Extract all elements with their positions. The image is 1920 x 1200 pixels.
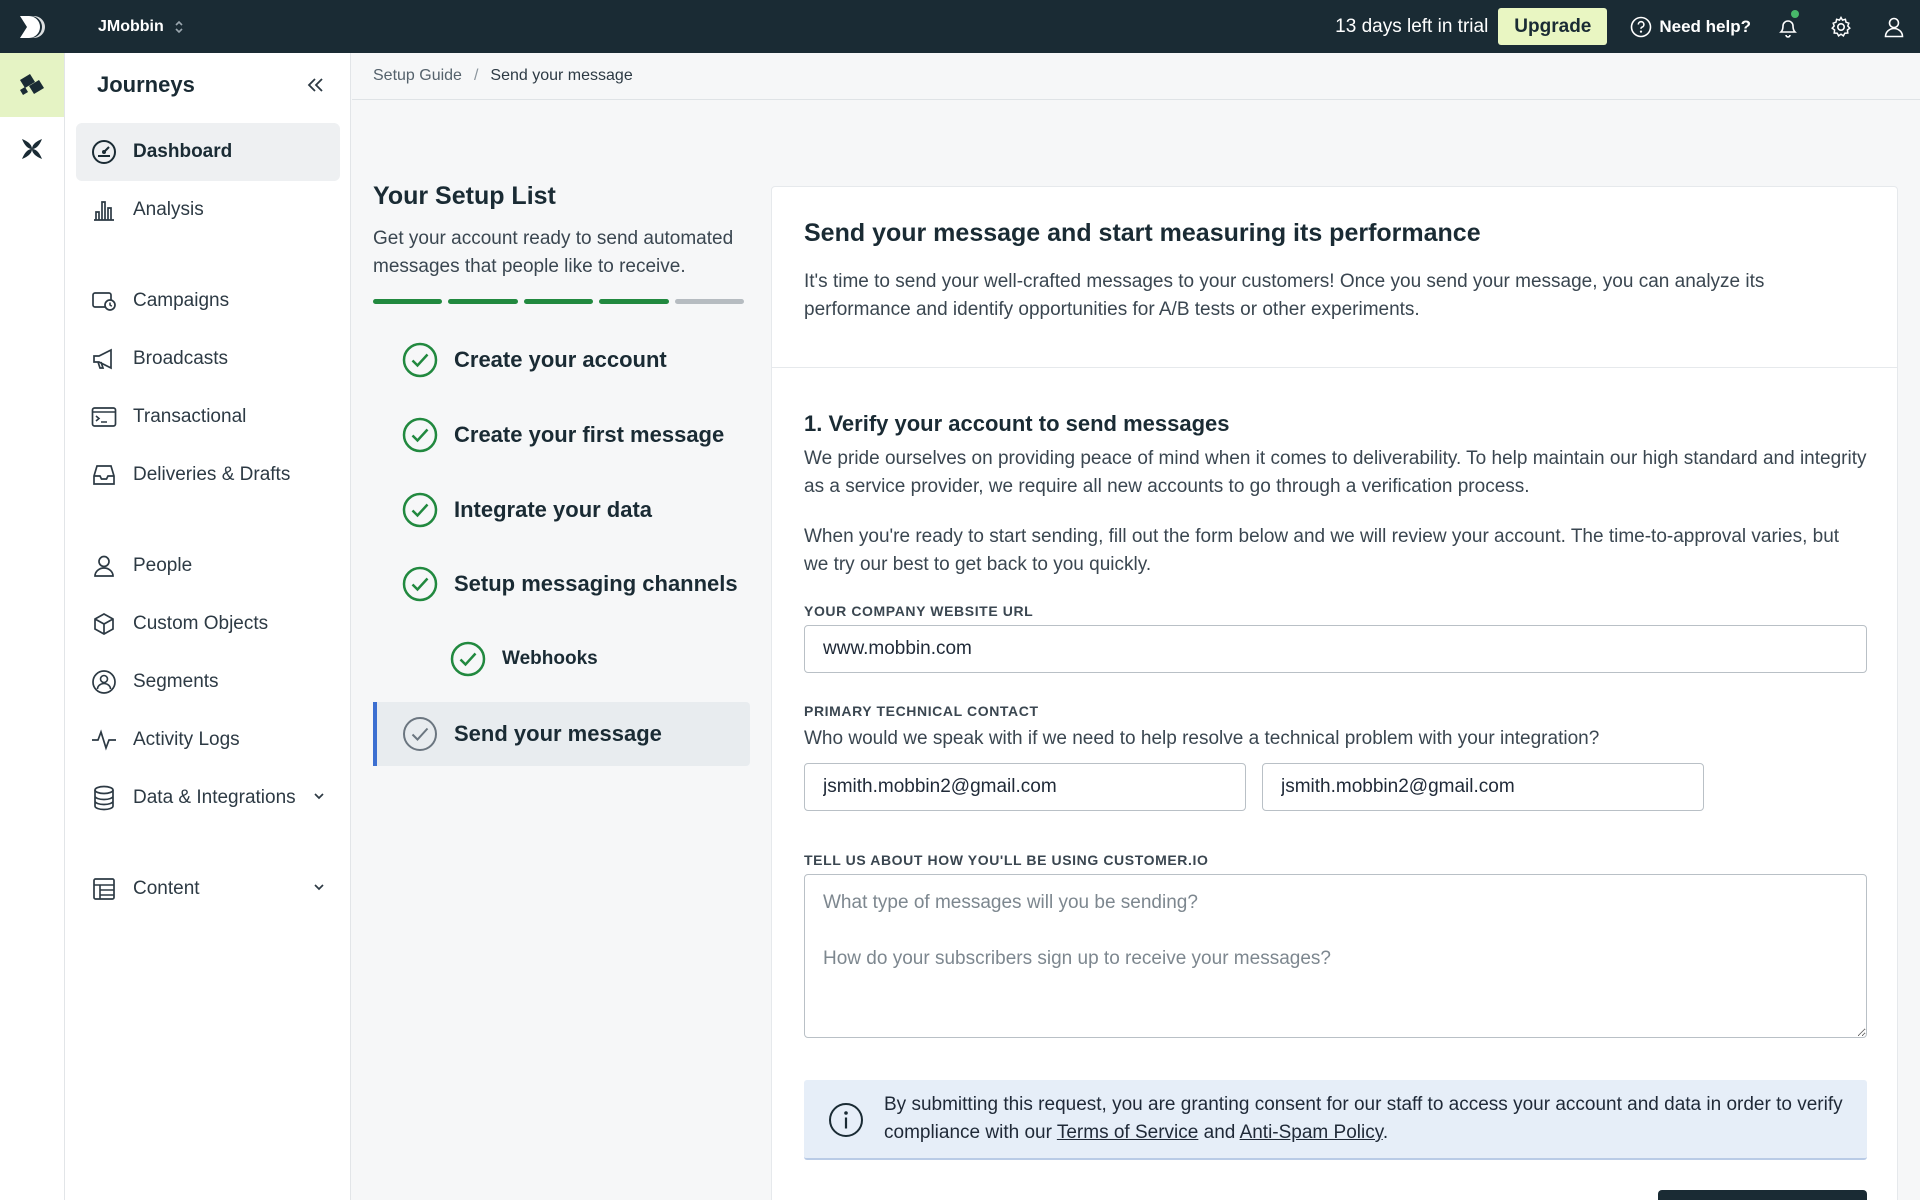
sidebar-item-label: Content xyxy=(133,878,200,899)
activity-icon xyxy=(90,726,118,754)
setup-step-label: Create your first message xyxy=(454,422,725,447)
card-intro: It's time to send your well-crafted messages to your customers! Once you send your message, you can analyze its performance and identify opportunities for A/B tests or other experiments. xyxy=(804,271,1765,320)
sidebar xyxy=(65,53,351,1200)
setup-list xyxy=(373,182,750,304)
breadcrumb-setup-guide[interactable]: Setup Guide xyxy=(373,67,462,84)
trial-status: 13 days left in trial xyxy=(1335,15,1489,37)
setup-list-title: Your Setup List xyxy=(373,182,556,210)
sidebar-item-content[interactable] xyxy=(76,860,340,918)
contact-email-input-2[interactable] xyxy=(1262,763,1704,811)
usage-textarea[interactable] xyxy=(804,874,1867,1038)
setup-step-first-message[interactable] xyxy=(373,403,750,467)
cube-icon xyxy=(90,610,118,638)
sidebar-item-label: Activity Logs xyxy=(133,729,240,750)
design-studio-icon xyxy=(19,136,45,162)
check-circle-icon xyxy=(402,566,438,602)
contact-label: PRIMARY TECHNICAL CONTACT xyxy=(804,703,1039,719)
top-bar xyxy=(0,0,1920,53)
progress-segment xyxy=(448,299,517,304)
setup-step-send-message[interactable] xyxy=(373,702,750,766)
setup-step-create-account[interactable] xyxy=(373,328,750,392)
dashboard-icon xyxy=(90,138,118,166)
submit-button[interactable] xyxy=(1658,1190,1867,1200)
sidebar-item-label: Data & Integrations xyxy=(133,787,296,808)
verify-section xyxy=(804,411,1867,579)
app-rail xyxy=(0,53,65,1200)
progress-segment xyxy=(373,299,442,304)
segments-icon xyxy=(90,668,118,696)
setup-step-label: Setup messaging channels xyxy=(454,571,738,596)
contact-question: Who would we speak with if we need to help resolve a technical problem with your integration? xyxy=(804,728,1600,749)
terms-of-service-link[interactable]: Terms of Service xyxy=(1056,1122,1199,1143)
send-message-card xyxy=(771,186,1898,1200)
sidebar-item-analysis[interactable] xyxy=(76,181,340,239)
need-help-label: Need help? xyxy=(1659,16,1751,36)
setup-progress-bar xyxy=(373,299,744,304)
upgrade-button[interactable]: Upgrade xyxy=(1498,8,1607,45)
sidebar-item-label: Segments xyxy=(133,671,219,692)
anti-spam-policy-link[interactable]: Anti-Spam Policy xyxy=(1239,1122,1383,1143)
check-circle-icon xyxy=(402,342,438,378)
contact-field-group xyxy=(804,703,1867,811)
sidebar-item-people[interactable] xyxy=(76,537,340,595)
double-chevron-left-icon xyxy=(307,77,325,93)
rail-journeys[interactable] xyxy=(0,53,64,117)
sidebar-item-campaigns[interactable] xyxy=(76,272,340,330)
consent-text: By submitting this request, you are granting consent for our staff to access your account and data in order to verify compliance with our Terms of Service and Anti-Spam Policy. xyxy=(884,1094,1843,1143)
progress-segment xyxy=(599,299,668,304)
person-icon xyxy=(90,552,118,580)
verify-paragraph-2: When you're ready to start sending, fill out the form below and we will review your account. The time-to-approval varies, but we try our best to get back to you quickly. xyxy=(804,526,1840,575)
sidebar-item-label: Analysis xyxy=(133,199,204,220)
journeys-icon xyxy=(17,72,47,98)
sidebar-item-label: Dashboard xyxy=(133,141,233,162)
collapse-sidebar-button[interactable] xyxy=(302,71,330,99)
sidebar-item-label: Transactional xyxy=(133,406,247,427)
progress-segment xyxy=(524,299,593,304)
website-url-input[interactable] xyxy=(804,625,1867,673)
setup-step-label: Send your message xyxy=(454,721,662,746)
sidebar-item-label: Campaigns xyxy=(133,290,230,311)
setup-step-integrate-data[interactable] xyxy=(373,478,750,542)
settings-button[interactable] xyxy=(1814,0,1867,53)
campaigns-icon xyxy=(90,287,118,315)
sidebar-title: Journeys xyxy=(97,72,195,97)
help-circle-icon xyxy=(1630,16,1652,38)
database-icon xyxy=(90,784,118,812)
bar-chart-icon xyxy=(90,196,118,224)
info-icon xyxy=(828,1102,864,1138)
sidebar-item-label: Broadcasts xyxy=(133,348,229,369)
rail-design-studio[interactable] xyxy=(0,117,64,181)
workspace-name: JMobbin xyxy=(98,17,164,35)
sidebar-item-deliveries-drafts[interactable] xyxy=(76,446,340,504)
sidebar-item-label: People xyxy=(133,555,193,576)
sidebar-item-transactional[interactable] xyxy=(76,388,340,446)
check-circle-icon xyxy=(450,641,486,677)
gear-icon xyxy=(1829,15,1853,39)
sidebar-item-label: Custom Objects xyxy=(133,613,269,634)
usage-field-group xyxy=(804,852,1867,1043)
inbox-icon xyxy=(90,461,118,489)
sidebar-item-segments[interactable] xyxy=(76,653,340,711)
check-circle-icon xyxy=(402,417,438,453)
workspace-switcher[interactable] xyxy=(98,18,184,36)
progress-segment xyxy=(675,299,744,304)
breadcrumb xyxy=(352,53,1920,100)
check-circle-icon xyxy=(402,492,438,528)
chevron-down-icon xyxy=(312,789,326,803)
notification-dot xyxy=(1791,10,1799,18)
breadcrumb-separator: / xyxy=(473,67,479,84)
account-button[interactable] xyxy=(1867,0,1920,53)
chevron-down-icon xyxy=(312,880,326,894)
app-logo-icon[interactable] xyxy=(0,0,64,53)
card-title: Send your message and start measuring its performance xyxy=(804,219,1481,247)
content-icon xyxy=(90,875,118,903)
sidebar-item-custom-objects[interactable] xyxy=(76,595,340,653)
sidebar-item-broadcasts[interactable] xyxy=(76,330,340,388)
check-circle-outline-icon xyxy=(402,716,438,752)
sidebar-item-dashboard[interactable] xyxy=(76,123,340,181)
notifications-button[interactable] xyxy=(1761,0,1814,53)
setup-list-description: Get your account ready to send automated messages that people like to receive. xyxy=(373,228,734,277)
verify-heading: 1. Verify your account to send messages xyxy=(804,411,1230,436)
breadcrumb-current: Send your message xyxy=(490,67,633,84)
need-help-button[interactable] xyxy=(1630,16,1751,38)
usage-label: TELL US ABOUT HOW YOU'LL BE USING CUSTOMER.IO xyxy=(804,852,1209,868)
terminal-icon xyxy=(90,403,118,431)
bell-icon xyxy=(1778,16,1798,38)
setup-step-label: Webhooks xyxy=(502,648,598,669)
verify-paragraph-1: We pride ourselves on providing peace of mind when it comes to deliverability. To help maintain our high standard and integrity as a service provider, we require all new accounts to go through a verification process. xyxy=(804,448,1867,497)
updown-chevron-icon xyxy=(174,19,184,35)
setup-step-label: Create your account xyxy=(454,347,667,372)
sidebar-item-activity-logs[interactable] xyxy=(76,711,340,769)
megaphone-icon xyxy=(90,345,118,373)
contact-email-input-1[interactable] xyxy=(804,763,1246,811)
setup-step-label: Integrate your data xyxy=(454,497,653,522)
consent-notice xyxy=(804,1080,1867,1160)
user-icon xyxy=(1883,16,1905,38)
website-label: YOUR COMPANY WEBSITE URL xyxy=(804,603,1034,619)
setup-step-messaging-channels[interactable] xyxy=(373,552,750,616)
sidebar-item-label: Deliveries & Drafts xyxy=(133,464,291,485)
website-field-group xyxy=(804,603,1867,673)
sidebar-item-data-integrations[interactable] xyxy=(76,769,340,827)
setup-step-webhooks[interactable] xyxy=(373,627,750,691)
